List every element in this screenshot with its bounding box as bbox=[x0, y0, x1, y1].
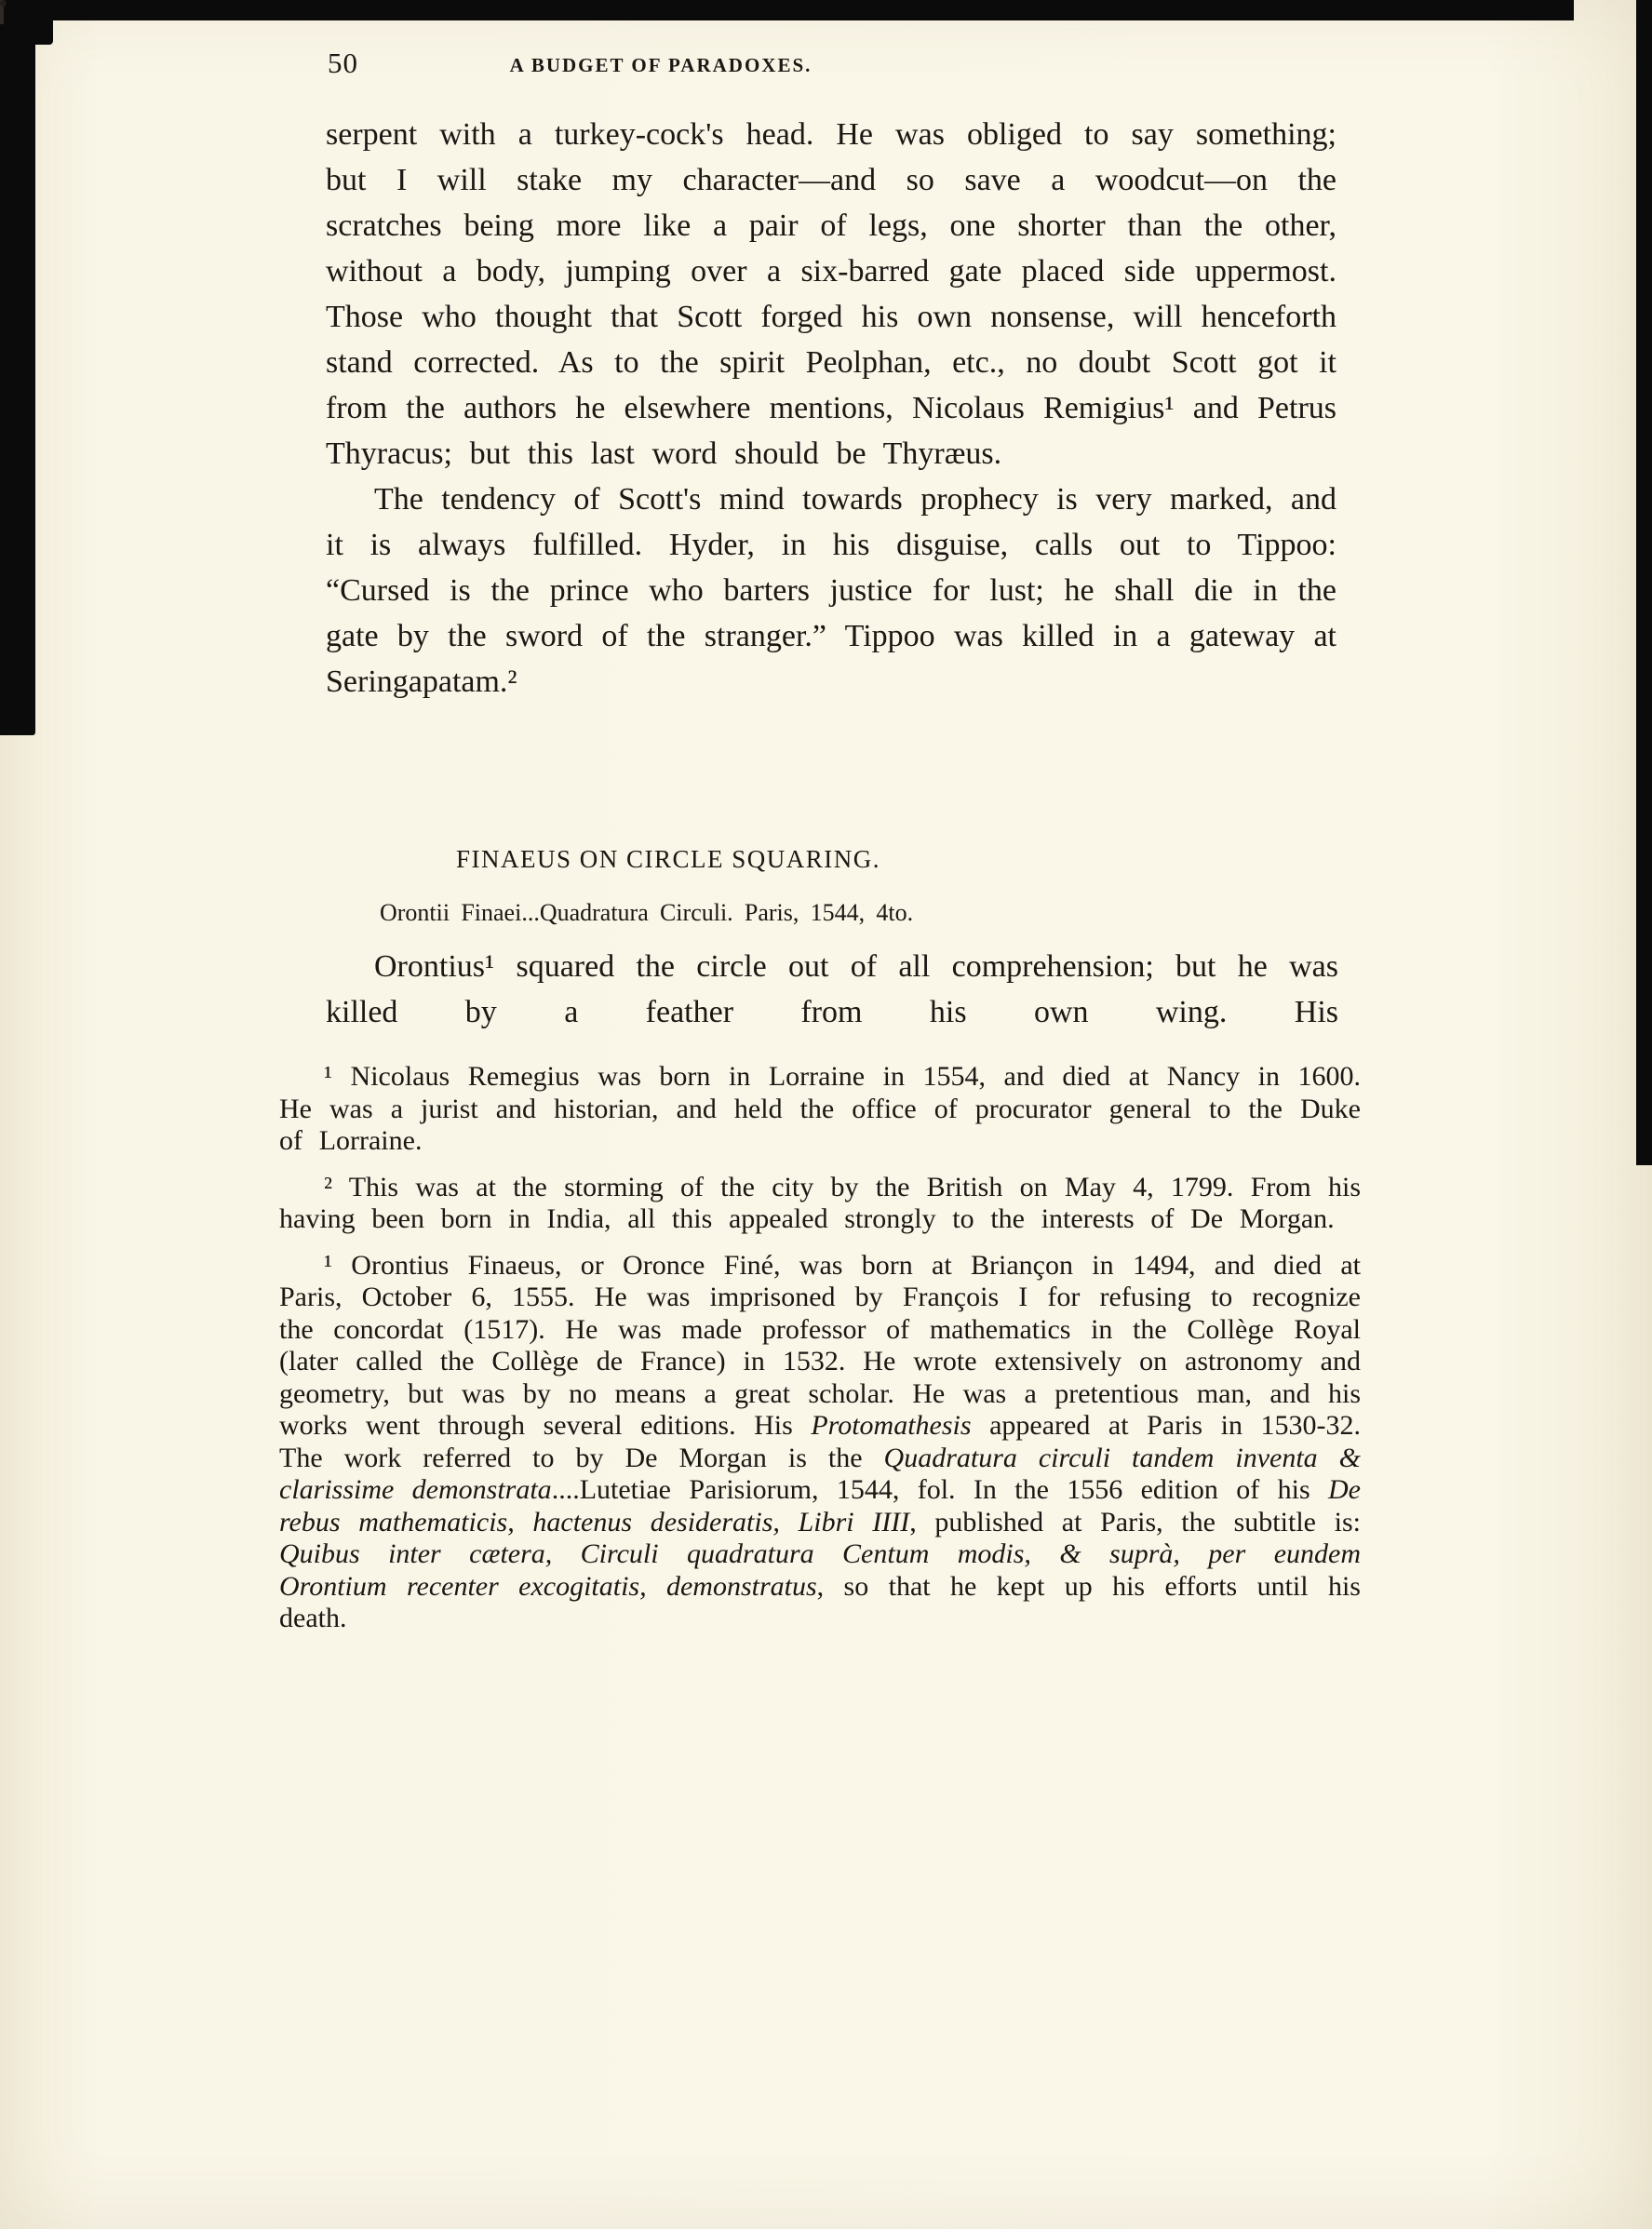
scan-artifact-bottom-bar bbox=[0, 0, 1574, 20]
paragraph: The tendency of Scott's mind towards prophecy is very marked, and it is always fulfilled. Hyder, in his disguise, calls out to Tippoo: “Cursed is the prince who barters justice for lust; he shall die in the gate by the sword of the stranger.” Tippoo was killed in a gateway at Seringapatam.² bbox=[326, 482, 1336, 699]
main-text-block bbox=[326, 112, 1336, 705]
running-header: A BUDGET OF PARADOXES. bbox=[509, 54, 813, 76]
page-number: 50 bbox=[328, 47, 358, 79]
footnote: ¹ Orontius Finaeus, or Oronce Finé, was born at Briançon in 1494, and died at Paris, October 6, 1555. He was imprisoned by François I for refusing to recognize the concordat (1517). He was made professor of mathematics in the Collège Royal (later called the Collège de France) in 1532. He wrote extensively on astronomy and geometry, but was by no means a great scholar. He was a pretentious man, and his works went through several editions. His Protomathesis appeared at Paris in 1530-32. The work referred to by De Morgan is the Quadratura circuli tandem inventa & clarissime demonstrata....Lutetiae Parisiorum, 1544, fol. In the 1556 edition of his De rebus mathematicis, hactenus desideratis, Libri IIII, published at Paris, the subtitle is: Quibus inter cætera, Circuli quadratura Centum modis, & suprà, per eundem Orontium recenter excogitatis, demonstratus, so that he kept up his efforts until his death. bbox=[279, 1249, 1361, 1633]
scan-artifact-stray-dot bbox=[0, 0, 7, 7]
paragraph: Orontius¹ squared the circle out of all comprehension; but he was killed by a feather from his own wing. His bbox=[326, 949, 1338, 1029]
footnote: ¹ Nicolaus Remegius was born in Lorraine in 1554, and died at Nancy in 1600. He was a jurist and historian, and held the office of procurator general to the Duke of Lorraine. bbox=[279, 1061, 1361, 1156]
citation-line: Orontii Finaei...Quadratura Circuli. Paris, 1544, 4to. bbox=[380, 899, 914, 926]
paragraph: serpent with a turkey-cock's head. He was obliged to say something; but I will stake my character—and so save a woodcut—on the scratches being more like a pair of legs, one shorter than the other, without a body, jumping over a six-barred gate placed side uppermost. Those who thought that Scott forged his own nonsense, will henceforth stand corrected. As to the spirit Peolphan, etc., no doubt Scott got it from the authors he elsewhere mentions, Nicolaus Remigius¹ and Petrus Thyracus; but this last word should be Thyræus. bbox=[326, 117, 1336, 471]
scan-artifact-left-bar bbox=[0, 0, 35, 735]
footnotes-block bbox=[279, 1061, 1361, 1649]
scan-artifact-right-bar-lower bbox=[1642, 0, 1652, 445]
section-heading: FINAEUS ON CIRCLE SQUARING. bbox=[455, 845, 881, 873]
footnote: ² This was at the storming of the city by the British on May 4, 1799. From his having been born in India, all this appealed strongly to the interests of De Morgan. bbox=[279, 1171, 1361, 1234]
